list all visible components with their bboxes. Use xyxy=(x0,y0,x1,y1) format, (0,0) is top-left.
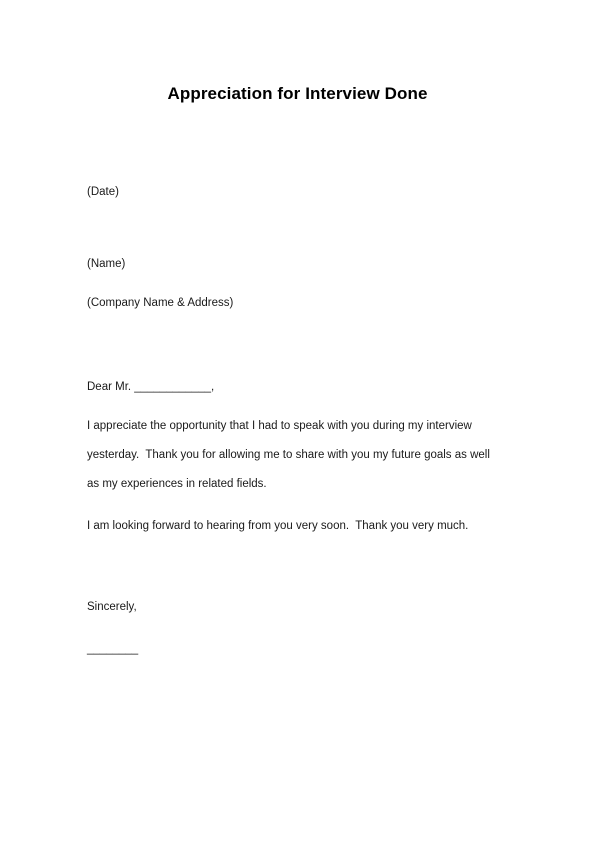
closing: Sincerely, xyxy=(87,601,137,613)
signature-line: ________ xyxy=(87,643,139,655)
company-address-placeholder: (Company Name & Address) xyxy=(87,297,234,309)
salutation: Dear Mr. ____________, xyxy=(87,381,215,393)
body-line: I am looking forward to hearing from you very soon. Thank you very much. xyxy=(87,520,469,532)
body-line: as my experiences in related fields. xyxy=(87,478,267,490)
recipient-name-placeholder: (Name) xyxy=(87,258,126,270)
body-line: yesterday. Thank you for allowing me to share with you my future goals as well xyxy=(87,449,490,461)
body-line: I appreciate the opportunity that I had to speak with you during my interview xyxy=(87,420,472,432)
date-placeholder: (Date) xyxy=(87,186,119,198)
document-title: Appreciation for Interview Done xyxy=(167,84,428,103)
